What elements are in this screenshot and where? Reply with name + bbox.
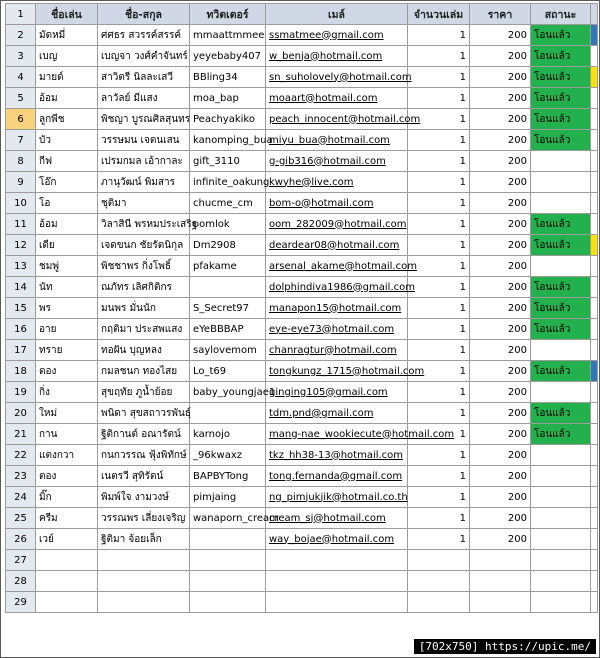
column-header-qty[interactable]: จำนวนเล่ม <box>408 4 470 25</box>
table-row[interactable] <box>6 298 598 319</box>
cell-extra[interactable] <box>591 571 598 592</box>
column-header-nickname[interactable]: ชื่อเล่น <box>36 4 98 25</box>
cell-twitter[interactable]: pfakame <box>190 256 266 277</box>
cell-twitter[interactable] <box>190 277 266 298</box>
cell-twitter[interactable]: moa_bap <box>190 88 266 109</box>
row-header[interactable]: 11 <box>6 214 36 235</box>
cell-status[interactable] <box>531 445 591 466</box>
column-header-email[interactable]: เมล์ <box>266 4 408 25</box>
cell-email[interactable]: ng_pimjukjik@hotmail.co.th <box>266 487 408 508</box>
row-header[interactable]: 10 <box>6 193 36 214</box>
cell-extra[interactable] <box>591 193 598 214</box>
cell-email[interactable]: dolphindiva1986@gmail.com <box>266 277 408 298</box>
table-row[interactable] <box>6 319 598 340</box>
row-header[interactable]: 26 <box>6 529 36 550</box>
table-row[interactable] <box>6 466 598 487</box>
cell-status[interactable]: โอนแล้ว <box>531 235 591 256</box>
cell-fullname[interactable]: เบญจา วงศ์คำจันทร์ <box>98 46 190 67</box>
row-header[interactable]: 4 <box>6 67 36 88</box>
cell-twitter[interactable]: Peachyakiko <box>190 109 266 130</box>
cell-nickname[interactable]: โอ๊ก <box>36 172 98 193</box>
cell-email[interactable]: ssmatmee@gmail.com <box>266 25 408 46</box>
cell-price[interactable] <box>470 550 531 571</box>
cell-nickname[interactable]: ตอง <box>36 466 98 487</box>
cell-fullname[interactable]: มนพร มั่นนัก <box>98 298 190 319</box>
cell-fullname[interactable]: เจดขนก ชัยรัตนิกุล <box>98 235 190 256</box>
cell-price[interactable]: 200 <box>470 298 531 319</box>
cell-price[interactable]: 200 <box>470 424 531 445</box>
cell-qty[interactable]: 1 <box>408 508 470 529</box>
cell-twitter[interactable]: kanomping_bua <box>190 130 266 151</box>
cell-fullname[interactable]: กมลชนก ทองไสย <box>98 361 190 382</box>
cell-email[interactable]: mang-nae_wookiecute@hotmail.com <box>266 424 408 445</box>
cell-price[interactable]: 200 <box>470 361 531 382</box>
cell-extra[interactable] <box>591 214 598 235</box>
cell-nickname[interactable]: ชมพู่ <box>36 256 98 277</box>
cell-twitter[interactable]: eYeBBBAP <box>190 319 266 340</box>
cell-status[interactable] <box>531 151 591 172</box>
cell-twitter[interactable] <box>190 529 266 550</box>
cell-nickname[interactable]: อ้อม <box>36 88 98 109</box>
table-row[interactable] <box>6 109 598 130</box>
row-header[interactable]: 2 <box>6 25 36 46</box>
cell-nickname[interactable]: เดีย <box>36 235 98 256</box>
cell-extra[interactable] <box>591 109 598 130</box>
cell-nickname[interactable]: มัดหมี่ <box>36 25 98 46</box>
cell-fullname[interactable]: เปรมกมล เอ้ากาละ <box>98 151 190 172</box>
cell-price[interactable]: 200 <box>470 466 531 487</box>
row-header[interactable]: 17 <box>6 340 36 361</box>
column-header-fullname[interactable]: ชื่อ-สกุล <box>98 4 190 25</box>
cell-price[interactable]: 200 <box>470 25 531 46</box>
column-header-price[interactable]: ราคา <box>470 4 531 25</box>
table-row[interactable] <box>6 214 598 235</box>
spreadsheet-body <box>6 25 598 613</box>
table-row[interactable] <box>6 424 598 445</box>
cell-fullname[interactable]: พิชญา บูรณศิลสุนทร <box>98 109 190 130</box>
spreadsheet-grid <box>5 3 598 613</box>
cell-email[interactable]: tdm.pnd@gmail.com <box>266 403 408 424</box>
cell-price[interactable]: 200 <box>470 151 531 172</box>
table-row[interactable] <box>6 487 598 508</box>
cell-fullname[interactable]: ลาวัลย์ มีแสง <box>98 88 190 109</box>
cell-extra[interactable] <box>591 256 598 277</box>
cell-fullname[interactable]: วิลาสินี พรหมประเสริฐ <box>98 214 190 235</box>
cell-qty[interactable]: 1 <box>408 109 470 130</box>
cell-twitter[interactable]: yeyebaby407 <box>190 46 266 67</box>
cell-extra[interactable] <box>591 88 598 109</box>
cell-extra[interactable] <box>591 340 598 361</box>
table-row[interactable] <box>6 592 598 613</box>
cell-status[interactable]: โอนแล้ว <box>531 403 591 424</box>
cell-nickname[interactable]: มิ๊ก <box>36 487 98 508</box>
cell-status[interactable]: โอนแล้ว <box>531 214 591 235</box>
cell-fullname[interactable]: เนตรวี สุทิรัตน์ <box>98 466 190 487</box>
cell-twitter[interactable]: baby_youngjae1 <box>190 382 266 403</box>
cell-extra[interactable] <box>591 424 598 445</box>
cell-price[interactable]: 200 <box>470 445 531 466</box>
cell-email[interactable]: chanragtur@hotmail.com <box>266 340 408 361</box>
cell-status[interactable]: โอนแล้ว <box>531 277 591 298</box>
cell-status[interactable]: โอนแล้ว <box>531 109 591 130</box>
cell-qty[interactable]: 1 <box>408 130 470 151</box>
cell-qty[interactable]: 1 <box>408 529 470 550</box>
cell-status[interactable] <box>531 172 591 193</box>
cell-fullname[interactable]: ณภัทร เลิศกิติกร <box>98 277 190 298</box>
cell-price[interactable]: 200 <box>470 340 531 361</box>
cell-status[interactable]: โอนแล้ว <box>531 88 591 109</box>
cell-status[interactable]: โอนแล้ว <box>531 424 591 445</box>
row-header[interactable]: 29 <box>6 592 36 613</box>
cell-qty[interactable]: 1 <box>408 298 470 319</box>
cell-email[interactable]: ginging105@gmail.com <box>266 382 408 403</box>
cell-price[interactable]: 200 <box>470 487 531 508</box>
cell-twitter[interactable]: chucme_cm <box>190 193 266 214</box>
cell-fullname[interactable]: ชุติมา <box>98 193 190 214</box>
cell-qty[interactable] <box>408 571 470 592</box>
row-header[interactable]: 28 <box>6 571 36 592</box>
cell-status[interactable] <box>531 550 591 571</box>
cell-status[interactable]: โอนแล้ว <box>531 361 591 382</box>
table-row[interactable] <box>6 508 598 529</box>
cell-price[interactable]: 200 <box>470 529 531 550</box>
cell-twitter[interactable]: wanaporn_cream <box>190 508 266 529</box>
cell-status[interactable] <box>531 571 591 592</box>
cell-qty[interactable]: 1 <box>408 67 470 88</box>
cell-qty[interactable]: 1 <box>408 445 470 466</box>
cell-price[interactable]: 200 <box>470 277 531 298</box>
cell-price[interactable]: 200 <box>470 319 531 340</box>
cell-qty[interactable]: 1 <box>408 256 470 277</box>
column-header-extra <box>591 4 598 25</box>
table-row[interactable] <box>6 571 598 592</box>
cell-nickname[interactable]: แตงกวา <box>36 445 98 466</box>
cell-price[interactable]: 200 <box>470 214 531 235</box>
cell-status[interactable] <box>531 592 591 613</box>
cell-price[interactable]: 200 <box>470 67 531 88</box>
cell-email[interactable]: moaart@hotmail.com <box>266 88 408 109</box>
row-header[interactable]: 14 <box>6 277 36 298</box>
cell-extra[interactable] <box>591 130 598 151</box>
cell-extra[interactable] <box>591 445 598 466</box>
cell-email[interactable]: kwyhe@live.com <box>266 172 408 193</box>
cell-email[interactable]: tongkungz_1715@hotmail.com <box>266 361 408 382</box>
cell-qty[interactable] <box>408 592 470 613</box>
cell-nickname[interactable]: กิ่ง <box>36 382 98 403</box>
image-caption: [702x750] https://upic.me/ <box>414 639 596 654</box>
cell-fullname[interactable]: พิชชาพร กิ่งโพธิ์ <box>98 256 190 277</box>
cell-extra[interactable] <box>591 550 598 571</box>
cell-fullname[interactable]: ภานุวัฒน์ พิมสาร <box>98 172 190 193</box>
cell-twitter[interactable]: BBling34 <box>190 67 266 88</box>
cell-status[interactable]: โอนแล้ว <box>531 319 591 340</box>
table-row[interactable] <box>6 550 598 571</box>
cell-fullname[interactable]: พนิดา สุขสถาวรพันธุ์ <box>98 403 190 424</box>
cell-status[interactable]: โอนแล้ว <box>531 25 591 46</box>
cell-extra[interactable] <box>591 403 598 424</box>
cell-status[interactable] <box>531 508 591 529</box>
cell-extra[interactable] <box>591 67 598 88</box>
cell-twitter[interactable] <box>190 592 266 613</box>
cell-price[interactable]: 200 <box>470 109 531 130</box>
cell-email[interactable] <box>266 571 408 592</box>
cell-nickname[interactable]: นัท <box>36 277 98 298</box>
cell-extra[interactable] <box>591 529 598 550</box>
cell-fullname[interactable]: ฐิติกานต์ อณารัตน์ <box>98 424 190 445</box>
cell-email[interactable] <box>266 550 408 571</box>
cell-status[interactable] <box>531 256 591 277</box>
cell-fullname[interactable]: ฐิติมา จ้อยเล็ก <box>98 529 190 550</box>
column-header-twitter[interactable]: ทวิตเตอร์ <box>190 4 266 25</box>
cell-nickname[interactable]: อ้อม <box>36 214 98 235</box>
cell-price[interactable]: 200 <box>470 403 531 424</box>
row-header[interactable]: 8 <box>6 151 36 172</box>
cell-extra[interactable] <box>591 361 598 382</box>
cell-price[interactable]: 200 <box>470 508 531 529</box>
cell-fullname[interactable] <box>98 571 190 592</box>
cell-qty[interactable]: 1 <box>408 277 470 298</box>
cell-nickname[interactable]: ตอง <box>36 361 98 382</box>
cell-qty[interactable]: 1 <box>408 319 470 340</box>
cell-status[interactable] <box>531 193 591 214</box>
cell-fullname[interactable]: ศศธร สวรรค์สรรค์ <box>98 25 190 46</box>
cell-twitter[interactable] <box>190 403 266 424</box>
cell-nickname[interactable]: ครีม <box>36 508 98 529</box>
cell-price[interactable]: 200 <box>470 46 531 67</box>
cell-fullname[interactable]: กนกวรรณ ฟุ้งพิทักษ์ <box>98 445 190 466</box>
cell-extra[interactable] <box>591 235 598 256</box>
row-header[interactable]: 15 <box>6 298 36 319</box>
table-row[interactable] <box>6 25 598 46</box>
cell-email[interactable]: sn_suholovely@hotmail.com <box>266 67 408 88</box>
cell-email[interactable]: way_bojae@hotmail.com <box>266 529 408 550</box>
cell-qty[interactable]: 1 <box>408 466 470 487</box>
cell-price[interactable]: 200 <box>470 172 531 193</box>
cell-nickname[interactable]: เวย์ <box>36 529 98 550</box>
table-row[interactable] <box>6 46 598 67</box>
cell-status[interactable] <box>531 382 591 403</box>
cell-qty[interactable]: 1 <box>408 25 470 46</box>
cell-extra[interactable] <box>591 25 598 46</box>
table-row[interactable] <box>6 130 598 151</box>
table-row[interactable] <box>6 361 598 382</box>
cell-qty[interactable]: 1 <box>408 361 470 382</box>
cell-twitter[interactable]: pimjaing <box>190 487 266 508</box>
cell-qty[interactable]: 1 <box>408 193 470 214</box>
row-header[interactable]: 19 <box>6 382 36 403</box>
cell-fullname[interactable]: พิมพ์ใจ งามวงษ์ <box>98 487 190 508</box>
row-header[interactable]: 25 <box>6 508 36 529</box>
header-row <box>6 4 598 25</box>
row-header[interactable]: 9 <box>6 172 36 193</box>
cell-price[interactable]: 200 <box>470 193 531 214</box>
cell-email[interactable]: bom-o@hotmail.com <box>266 193 408 214</box>
cell-qty[interactable]: 1 <box>408 151 470 172</box>
cell-nickname[interactable]: กาน <box>36 424 98 445</box>
cell-qty[interactable] <box>408 550 470 571</box>
cell-qty[interactable]: 1 <box>408 172 470 193</box>
row-header[interactable]: 5 <box>6 88 36 109</box>
cell-email[interactable]: arsenal_akame@hotmail.com <box>266 256 408 277</box>
cell-fullname[interactable]: สาวิตรี นิลละเสวี <box>98 67 190 88</box>
table-row[interactable] <box>6 340 598 361</box>
cell-email[interactable]: w_benja@hotmail.com <box>266 46 408 67</box>
cell-status[interactable]: โอนแล้ว <box>531 67 591 88</box>
cell-extra[interactable] <box>591 172 598 193</box>
cell-price[interactable]: 200 <box>470 235 531 256</box>
row-header[interactable]: 3 <box>6 46 36 67</box>
cell-twitter[interactable] <box>190 550 266 571</box>
row-header[interactable]: 18 <box>6 361 36 382</box>
row-header[interactable]: 23 <box>6 466 36 487</box>
cell-extra[interactable] <box>591 466 598 487</box>
cell-fullname[interactable]: กฤติมา ประสพแสง <box>98 319 190 340</box>
cell-extra[interactable] <box>591 508 598 529</box>
cell-qty[interactable]: 1 <box>408 382 470 403</box>
row-header[interactable]: 13 <box>6 256 36 277</box>
cell-price[interactable] <box>470 571 531 592</box>
cell-price[interactable]: 200 <box>470 88 531 109</box>
row-header[interactable]: 21 <box>6 424 36 445</box>
row-header[interactable]: 27 <box>6 550 36 571</box>
row-header[interactable]: 24 <box>6 487 36 508</box>
table-row[interactable] <box>6 277 598 298</box>
cell-status[interactable]: โอนแล้ว <box>531 130 591 151</box>
table-row[interactable] <box>6 403 598 424</box>
cell-nickname[interactable]: โอ <box>36 193 98 214</box>
cell-nickname[interactable]: ใหม่ <box>36 403 98 424</box>
cell-qty[interactable]: 1 <box>408 340 470 361</box>
row-header[interactable]: 22 <box>6 445 36 466</box>
cell-nickname[interactable]: ทราย <box>36 340 98 361</box>
row-header[interactable]: 1 <box>6 4 36 25</box>
cell-email[interactable]: peach_innocent@hotmail.com <box>266 109 408 130</box>
row-header[interactable]: 7 <box>6 130 36 151</box>
cell-extra[interactable] <box>591 46 598 67</box>
row-header[interactable]: 12 <box>6 235 36 256</box>
cell-status[interactable] <box>531 529 591 550</box>
cell-extra[interactable] <box>591 298 598 319</box>
cell-nickname[interactable]: ลูกพีช <box>36 109 98 130</box>
cell-email[interactable]: miyu_bua@hotmail.com <box>266 130 408 151</box>
table-row[interactable] <box>6 256 598 277</box>
cell-status[interactable] <box>531 340 591 361</box>
cell-status[interactable] <box>531 466 591 487</box>
cell-nickname[interactable]: พร <box>36 298 98 319</box>
cell-email[interactable] <box>266 592 408 613</box>
cell-email[interactable]: cream_sj@hotmail.com <box>266 508 408 529</box>
cell-extra[interactable] <box>591 592 598 613</box>
column-header-status[interactable]: สถานะ <box>531 4 591 25</box>
cell-fullname[interactable]: วรรณพร เลี่ยงเจริญ <box>98 508 190 529</box>
cell-twitter[interactable]: mmaattmmee <box>190 25 266 46</box>
cell-nickname[interactable]: กีฟ <box>36 151 98 172</box>
table-row[interactable] <box>6 172 598 193</box>
cell-fullname[interactable]: วรรษมน เจตนเสน <box>98 130 190 151</box>
row-header[interactable]: 6 <box>6 109 36 130</box>
cell-nickname[interactable]: เบญ <box>36 46 98 67</box>
cell-email[interactable]: manapon15@hotmail.com <box>266 298 408 319</box>
cell-email[interactable]: tong.fernanda@gmail.com <box>266 466 408 487</box>
cell-status[interactable]: โอนแล้ว <box>531 46 591 67</box>
cell-qty[interactable]: 1 <box>408 214 470 235</box>
cell-email[interactable]: tkz_hh38-13@hotmail.com <box>266 445 408 466</box>
table-row[interactable] <box>6 235 598 256</box>
cell-twitter[interactable]: BAPBYTong <box>190 466 266 487</box>
table-row[interactable] <box>6 88 598 109</box>
cell-extra[interactable] <box>591 277 598 298</box>
cell-twitter[interactable]: Dm2908 <box>190 235 266 256</box>
cell-price[interactable]: 200 <box>470 130 531 151</box>
cell-email[interactable]: oom_282009@hotmail.com <box>266 214 408 235</box>
cell-extra[interactable] <box>591 487 598 508</box>
cell-nickname[interactable]: บัว <box>36 130 98 151</box>
cell-twitter[interactable]: infinite_oakung <box>190 172 266 193</box>
cell-email[interactable]: eye-eye73@hotmail.com <box>266 319 408 340</box>
cell-twitter[interactable]: Lo_t69 <box>190 361 266 382</box>
cell-extra[interactable] <box>591 151 598 172</box>
row-header[interactable]: 16 <box>6 319 36 340</box>
cell-price[interactable] <box>470 592 531 613</box>
cell-price[interactable]: 200 <box>470 382 531 403</box>
cell-twitter[interactable]: _96kwaxz <box>190 445 266 466</box>
cell-qty[interactable]: 1 <box>408 46 470 67</box>
cell-fullname[interactable]: ทอฝัน บุญหลง <box>98 340 190 361</box>
cell-nickname[interactable]: อาย <box>36 319 98 340</box>
table-row[interactable] <box>6 151 598 172</box>
cell-nickname[interactable]: มายด์ <box>36 67 98 88</box>
cell-qty[interactable]: 1 <box>408 424 470 445</box>
cell-qty[interactable]: 1 <box>408 487 470 508</box>
cell-email[interactable]: deardear08@hotmail.com <box>266 235 408 256</box>
cell-status[interactable] <box>531 487 591 508</box>
cell-nickname[interactable] <box>36 550 98 571</box>
cell-twitter[interactable]: saylovemom <box>190 340 266 361</box>
cell-nickname[interactable] <box>36 571 98 592</box>
cell-qty[interactable]: 1 <box>408 403 470 424</box>
table-row[interactable] <box>6 193 598 214</box>
cell-twitter[interactable]: gift_3110 <box>190 151 266 172</box>
cell-fullname[interactable] <box>98 592 190 613</box>
cell-email[interactable]: g-gib316@hotmail.com <box>266 151 408 172</box>
cell-qty[interactable]: 1 <box>408 88 470 109</box>
table-row[interactable] <box>6 529 598 550</box>
cell-fullname[interactable] <box>98 550 190 571</box>
cell-extra[interactable] <box>591 382 598 403</box>
cell-nickname[interactable] <box>36 592 98 613</box>
table-row[interactable] <box>6 382 598 403</box>
cell-fullname[interactable]: สุขฤทัย ภูน้ำย้อย <box>98 382 190 403</box>
row-header[interactable]: 20 <box>6 403 36 424</box>
cell-twitter[interactable]: S_Secret97 <box>190 298 266 319</box>
cell-twitter[interactable]: oomlok <box>190 214 266 235</box>
cell-status[interactable]: โอนแล้ว <box>531 298 591 319</box>
cell-qty[interactable]: 1 <box>408 235 470 256</box>
table-row[interactable] <box>6 67 598 88</box>
table-row[interactable] <box>6 445 598 466</box>
cell-extra[interactable] <box>591 319 598 340</box>
cell-twitter[interactable] <box>190 571 266 592</box>
cell-twitter[interactable]: karnojo <box>190 424 266 445</box>
cell-price[interactable]: 200 <box>470 256 531 277</box>
